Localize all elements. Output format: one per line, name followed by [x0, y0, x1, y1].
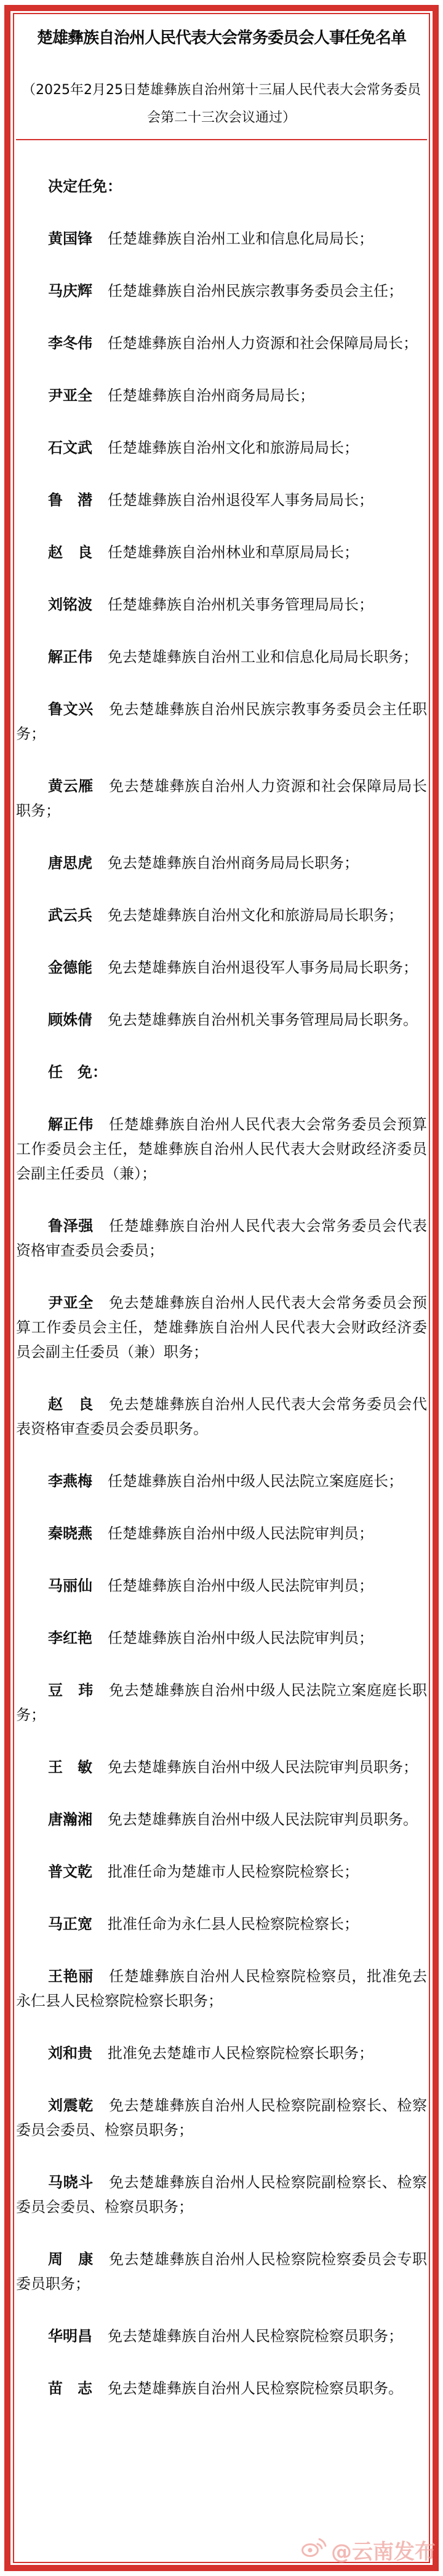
appointment-text: 任楚雄彝族自治州人民代表大会常务委员会预算工作委员会主任，楚雄彝族自治州人民代表大会财政经济委员会副主任委员（兼）； — [16, 1116, 428, 1182]
appointment-item — [16, 1964, 427, 2013]
person-name: 马丽仙 — [48, 1577, 92, 1594]
person-name: 刘和贵 — [48, 2045, 92, 2062]
person-name: 李红艳 — [48, 1629, 92, 1647]
appointment-text: 任楚雄彝族自治州退役军人事务局局长； — [108, 491, 373, 509]
appointment-text: 任楚雄彝族自治州中级人民法院审判员； — [108, 1629, 373, 1647]
appointment-text: 免去楚雄彝族自治州商务局局长职务； — [108, 854, 359, 872]
appointment-item — [16, 1573, 427, 1598]
appointment-text: 免去楚雄彝族自治州中级人民法院审判员职务。 — [108, 1811, 418, 1828]
person-name: 武云兵 — [48, 907, 92, 924]
appointment-text: 任楚雄彝族自治州中级人民法院立案庭庭长； — [108, 1473, 403, 1490]
person-name: 李燕梅 — [48, 1473, 92, 1490]
weibo-watermark — [301, 2535, 436, 2565]
person-name: 普文乾 — [48, 1863, 92, 1880]
appointment-text: 任楚雄彝族自治州文化和旅游局局长； — [108, 439, 359, 456]
appointment-text: 任楚雄彝族自治州工业和信息化局局长； — [108, 230, 373, 247]
section-heading: 决定任免： — [48, 178, 122, 195]
document-content — [16, 15, 427, 2428]
appointment-item — [16, 592, 427, 617]
person-name: 唐思虎 — [48, 854, 92, 872]
appointment-text: 批准任命为永仁县人民检察院检察长； — [108, 1915, 359, 1933]
appointment-text: 免去楚雄彝族自治州人力资源和社会保障局局长职务； — [16, 777, 428, 819]
appointment-item — [16, 1678, 427, 1727]
person-name: 马晓斗 — [48, 2174, 94, 2191]
appointment-text: 免去楚雄彝族自治州机关事务管理局局长职务。 — [108, 1011, 418, 1028]
appointment-text: 免去楚雄彝族自治州人民检察院检察委员会专职委员职务； — [16, 2251, 428, 2292]
person-name: 赵 良 — [48, 1396, 94, 1413]
person-name: 王 敏 — [48, 1759, 92, 1776]
appointment-list — [16, 140, 427, 2401]
weibo-eye-icon — [301, 2536, 327, 2564]
person-name: 尹亚全 — [48, 387, 92, 404]
appointment-item — [16, 383, 427, 408]
appointment-item — [16, 1290, 427, 1364]
appointment-item — [16, 1521, 427, 1546]
appointment-item — [16, 1626, 427, 1650]
appointment-text: 任楚雄彝族自治州机关事务管理局局长； — [108, 596, 373, 613]
person-name: 秦晓燕 — [48, 1525, 92, 1542]
appointment-item — [16, 435, 427, 460]
appointment-item — [16, 1392, 427, 1441]
appointment-text: 免去楚雄彝族自治州工业和信息化局局长职务； — [108, 648, 418, 666]
appointment-item — [16, 903, 427, 928]
subtitle-line-2: 会第二十三次会议通过） — [146, 110, 296, 125]
appointment-item — [16, 279, 427, 303]
person-name: 金德能 — [48, 959, 92, 976]
appointment-text: 免去楚雄彝族自治州退役军人事务局局长职务； — [108, 959, 418, 976]
page-title: 楚雄彝族自治州人民代表大会常务委员会人事任免名单 — [36, 29, 406, 47]
person-name: 李冬伟 — [48, 335, 92, 352]
appointment-item — [16, 2324, 427, 2348]
appointment-text: 任楚雄彝族自治州人民检察院检察员，批准免去永仁县人民检察院检察长职务； — [16, 1968, 428, 2010]
person-name: 解正伟 — [48, 1116, 94, 1133]
appointment-item — [16, 1912, 427, 1936]
appointment-text: 免去楚雄彝族自治州民族宗教事务委员会主任职务； — [16, 701, 428, 742]
person-name: 黄国锋 — [48, 230, 92, 247]
page-subtitle — [16, 76, 427, 132]
appointment-text: 批准任命为楚雄市人民检察院检察长； — [108, 1863, 359, 1880]
appointment-item — [16, 1469, 427, 1493]
appointment-item — [16, 851, 427, 875]
appointment-item — [16, 774, 427, 823]
appointment-item — [16, 1807, 427, 1832]
person-name: 豆 玮 — [48, 1682, 94, 1699]
subtitle-line-1: （2025年2月25日楚雄彝族自治州第十三届人民代表大会常务委员 — [22, 82, 421, 98]
appointment-text: 免去楚雄彝族自治州人民代表大会常务委员会预算工作委员会主任，楚雄彝族自治州人民代表大会财政经济委员会副主任委员（兼）职务； — [16, 1294, 428, 1361]
appointment-item — [16, 645, 427, 669]
appointment-text: 任楚雄彝族自治州中级人民法院审判员； — [108, 1577, 373, 1594]
appointment-item — [16, 226, 427, 251]
appointment-text: 免去楚雄彝族自治州中级人民法院立案庭庭长职务； — [16, 1682, 428, 1723]
appointment-text: 免去楚雄彝族自治州中级人民法院审判员职务； — [108, 1759, 418, 1776]
person-name: 黄云雁 — [48, 777, 94, 795]
person-name: 鲁泽强 — [48, 1217, 94, 1234]
appointment-item — [16, 2041, 427, 2065]
appointment-text: 免去楚雄彝族自治州人民检察院检察员职务。 — [108, 2380, 403, 2397]
person-name: 顾姝倩 — [48, 1011, 92, 1028]
appointment-text: 任楚雄彝族自治州人民代表大会常务委员会代表资格审查委员会委员； — [16, 1217, 428, 1259]
person-name: 马庆辉 — [48, 282, 92, 300]
person-name: 刘铭波 — [48, 596, 92, 613]
person-name: 石文武 — [48, 439, 92, 456]
appointment-text: 免去楚雄彝族自治州人民检察院副检察长、检察委员会委员、检察员职务； — [16, 2174, 428, 2216]
appointment-item — [16, 2093, 427, 2142]
appointment-item — [16, 331, 427, 356]
appointment-item — [16, 1008, 427, 1032]
appointment-item — [16, 1859, 427, 1884]
person-name: 尹亚全 — [48, 1294, 94, 1311]
person-name: 苗 志 — [48, 2380, 92, 2397]
watermark-handle: @云南发布 — [331, 2540, 436, 2564]
appointment-text: 任楚雄彝族自治州民族宗教事务委员会主任； — [108, 282, 403, 300]
appointment-item — [16, 488, 427, 512]
appointment-item — [16, 540, 427, 565]
appointment-text: 任楚雄彝族自治州林业和草原局局长； — [108, 544, 359, 561]
appointment-text: 任楚雄彝族自治州商务局局长； — [108, 387, 314, 404]
appointment-text: 任楚雄彝族自治州人力资源和社会保障局局长； — [108, 335, 418, 352]
appointment-text: 免去楚雄彝族自治州人民代表大会常务委员会代表资格审查委员会委员职务。 — [16, 1396, 428, 1437]
appointment-item — [16, 2376, 427, 2401]
person-name: 马正宽 — [48, 1915, 92, 1933]
appointment-item — [16, 1214, 427, 1263]
person-name: 周 康 — [48, 2251, 94, 2268]
appointment-text: 批准免去楚雄市人民检察院检察长职务； — [108, 2045, 373, 2062]
person-name: 解正伟 — [48, 648, 92, 666]
section-heading: 任 免： — [48, 1063, 107, 1081]
person-name: 刘震乾 — [48, 2097, 94, 2114]
appointment-item — [16, 955, 427, 980]
appointment-text: 任楚雄彝族自治州中级人民法院审判员； — [108, 1525, 373, 1542]
person-name: 唐瀚湘 — [48, 1811, 92, 1828]
person-name: 赵 良 — [48, 544, 92, 561]
appointment-text: 免去楚雄彝族自治州人民检察院检察员职务； — [108, 2328, 403, 2345]
appointment-text: 免去楚雄彝族自治州文化和旅游局局长职务； — [108, 907, 403, 924]
person-name: 王艳丽 — [48, 1968, 94, 1985]
appointment-item — [16, 1112, 427, 1186]
appointment-item — [16, 2247, 427, 2296]
person-name: 鲁文兴 — [48, 701, 94, 718]
person-name: 华明昌 — [48, 2328, 92, 2345]
appointment-item — [16, 2170, 427, 2219]
appointment-item — [16, 697, 427, 746]
appointment-item — [16, 1755, 427, 1779]
appointment-text: 免去楚雄彝族自治州人民检察院副检察长、检察委员会委员、检察员职务； — [16, 2097, 428, 2139]
person-name: 鲁 潜 — [48, 491, 92, 509]
